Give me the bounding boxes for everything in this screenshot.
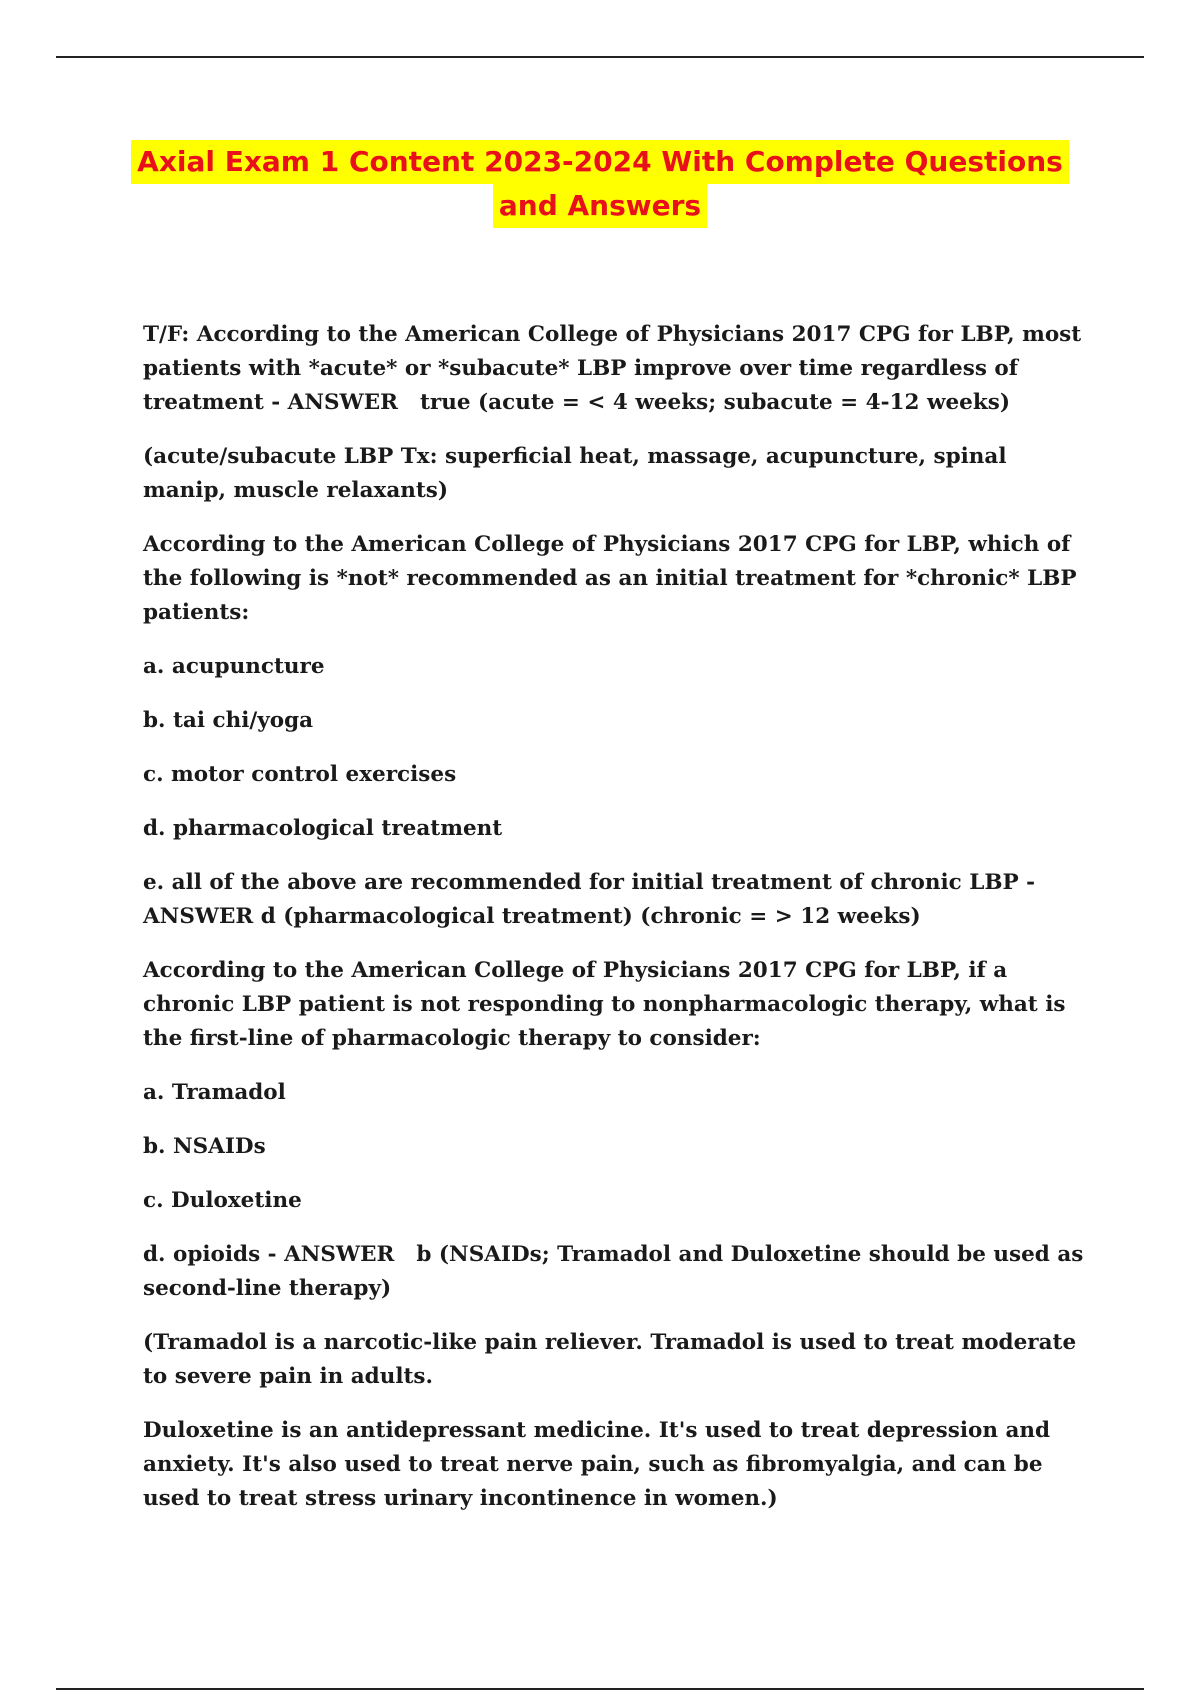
question-3-text: According to the American College of Physicians 2017 CPG for LBP, if a chronic LBP patient is not responding to nonpharmacologic therapy, what is the first-line of pharmacologic therapy to consider: bbox=[143, 958, 1066, 1051]
document-body bbox=[143, 318, 1093, 1536]
question-3-option-d bbox=[143, 1238, 1093, 1306]
question-3-note-tramadol: (Tramadol is a narcotic-like pain reliever. Tramadol is used to treat moderate to severe pain in adults. bbox=[143, 1330, 1077, 1389]
question-3-option-b: b. NSAIDs bbox=[143, 1134, 266, 1159]
document-title bbox=[0, 140, 1200, 228]
question-2-text: According to the American College of Physicians 2017 CPG for LBP, which of the following is *not* recommended as an initial treatment for *chronic* LBP patients: bbox=[143, 532, 1077, 625]
question-3-option-c: c. Duloxetine bbox=[143, 1188, 302, 1213]
question-2-option-c: c. motor control exercises bbox=[143, 762, 457, 787]
title-line-1: Axial Exam 1 Content 2023-2024 With Complete Questions bbox=[131, 140, 1069, 184]
bottom-rule bbox=[56, 1688, 1144, 1690]
question-3-answer: b (NSAIDs; Tramadol and Duloxetine should be used as second-line therapy) bbox=[143, 1242, 1084, 1301]
question-2-option-b: b. tai chi/yoga bbox=[143, 708, 314, 733]
question-1 bbox=[143, 318, 1093, 420]
question-1-note: (acute/subacute LBP Tx: superficial heat, massage, acupuncture, spinal manip, muscle relaxants) bbox=[143, 444, 1007, 503]
question-3-option-a: a. Tramadol bbox=[143, 1080, 286, 1105]
question-2-option-d: d. pharmacological treatment bbox=[143, 816, 503, 841]
question-1-text: T/F: According to the American College of Physicians 2017 CPG for LBP, most patients with *acute* or *subacute* LBP improve over time regardless of treatment - ANSWER bbox=[143, 322, 1082, 415]
question-3-note-duloxetine: Duloxetine is an antidepressant medicine. It's used to treat depression and anxiety. It's also used to treat nerve pain, such as fibromyalgia, and can be used to treat stress urinary incontinence in women.) bbox=[143, 1418, 1051, 1511]
question-2-option-a: a. acupuncture bbox=[143, 654, 325, 679]
question-1-answer: true (acute = < 4 weeks; subacute = 4-12 weeks) bbox=[419, 390, 1011, 415]
question-2-option-e-answer: e. all of the above are recommended for initial treatment of chronic LBP - ANSWER d (pharmacological treatment) (chronic = > 12 weeks) bbox=[143, 870, 1036, 929]
top-rule bbox=[56, 56, 1144, 58]
question-3-option-d-text: d. opioids - ANSWER bbox=[143, 1242, 395, 1267]
title-line-2: and Answers bbox=[493, 184, 707, 228]
